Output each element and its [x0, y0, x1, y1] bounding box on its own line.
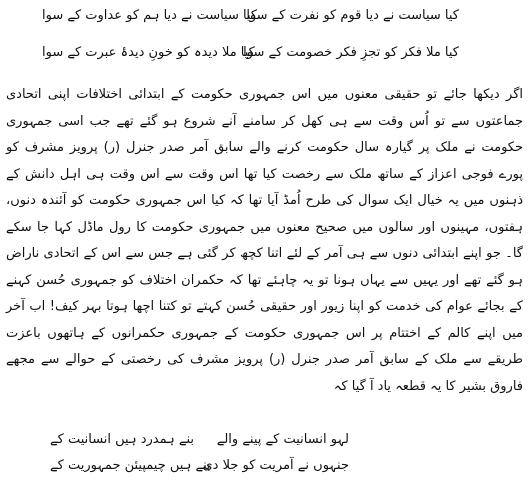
opening-verse-line-1-right: کیا سیاست نے دیا قوم کو نفرت کے سوا [246, 8, 459, 23]
opening-verse-line-1-left: کیا سیاست نے دیا ہم کو عداوت کے سوا [42, 8, 258, 23]
opening-verse-line-2-right: کیا ملا فکر کو تجزِ فکر خصومت کے سوا [243, 45, 459, 60]
closing-verse-line-2-left: بنے ہیں چیمپیئن جمہوریت کے [50, 458, 211, 473]
opening-verse-line-2-left: کیا ملا دیدہ کو خونِ دیدۂ عبرت کے سوا [42, 45, 255, 60]
closing-verse-line-1-left: بنے ہمدرد ہیں انسانیت کے [50, 432, 195, 447]
closing-verse-line-1-right: لہو انسانیت کے پینے والے [216, 432, 349, 447]
column-body-paragraph: اگر دیکھا جائے تو حقیقی معنوں میں اس جمہوری حکومت کے ابتدائی اختلافات اپنی اتحادی جماعتوں سے تو اُس وقت سے ہی کھل کر سامنے آنے شروع ہو گئے تھے جب اسی جمہوری حکومت نے ملک پر گیارہ سال حکومت کرنے والے سابق آمر صدر جنرل (ر) پرویز مشرف کو پورے فوجی اعزاز کے ساتھ ملک سے رخصت کیا تھا اس وقت سے اس وقت ہی اہل دانش کے ذہنوں میں یہ خیال ایک سوال کی طرح اُمڈ آیا تھا کہ کیا اس جمہوری حکومت کو آئندہ دنوں، ہفتوں، مہینوں اور سالوں میں صحیح معنوں میں جمہوری حکومت کا رول ماڈل کہا جا سکے گا۔ جو اپنے ابتدائی دنوں سے ہی آمر کے لئے اتنا کچھ کر گئی ہے جس سے اس کے اتحادی ناراض ہو گئے تھے اور یہیں سے یہاں ہونا تو یہ چاہئے تھا کہ حکمران اختلاف کو جمہوری حُسن کہنے کے بجائے عوام کی خدمت کو اپنا زیور اور حقیقی حُسن کہتے تو کتنا اچھا ہوتا بہر کیف! اب آخر میں اپنے کالم کے اختتام پر اس جمہوری حکومت کے جمہوری حکمرانوں کے ہاتھوں باعزت طریقے سے ملک کے سابق آمر صدر جنرل (ر) پرویز مشرف کی رخصتی کے حوالے سے مجھے فاروق بشیر کا یہ قطعہ یاد آ گیا کہ [6, 87, 523, 394]
closing-verse-line-2-right: جنہوں نے آمریت کو جلا دی [202, 458, 349, 473]
